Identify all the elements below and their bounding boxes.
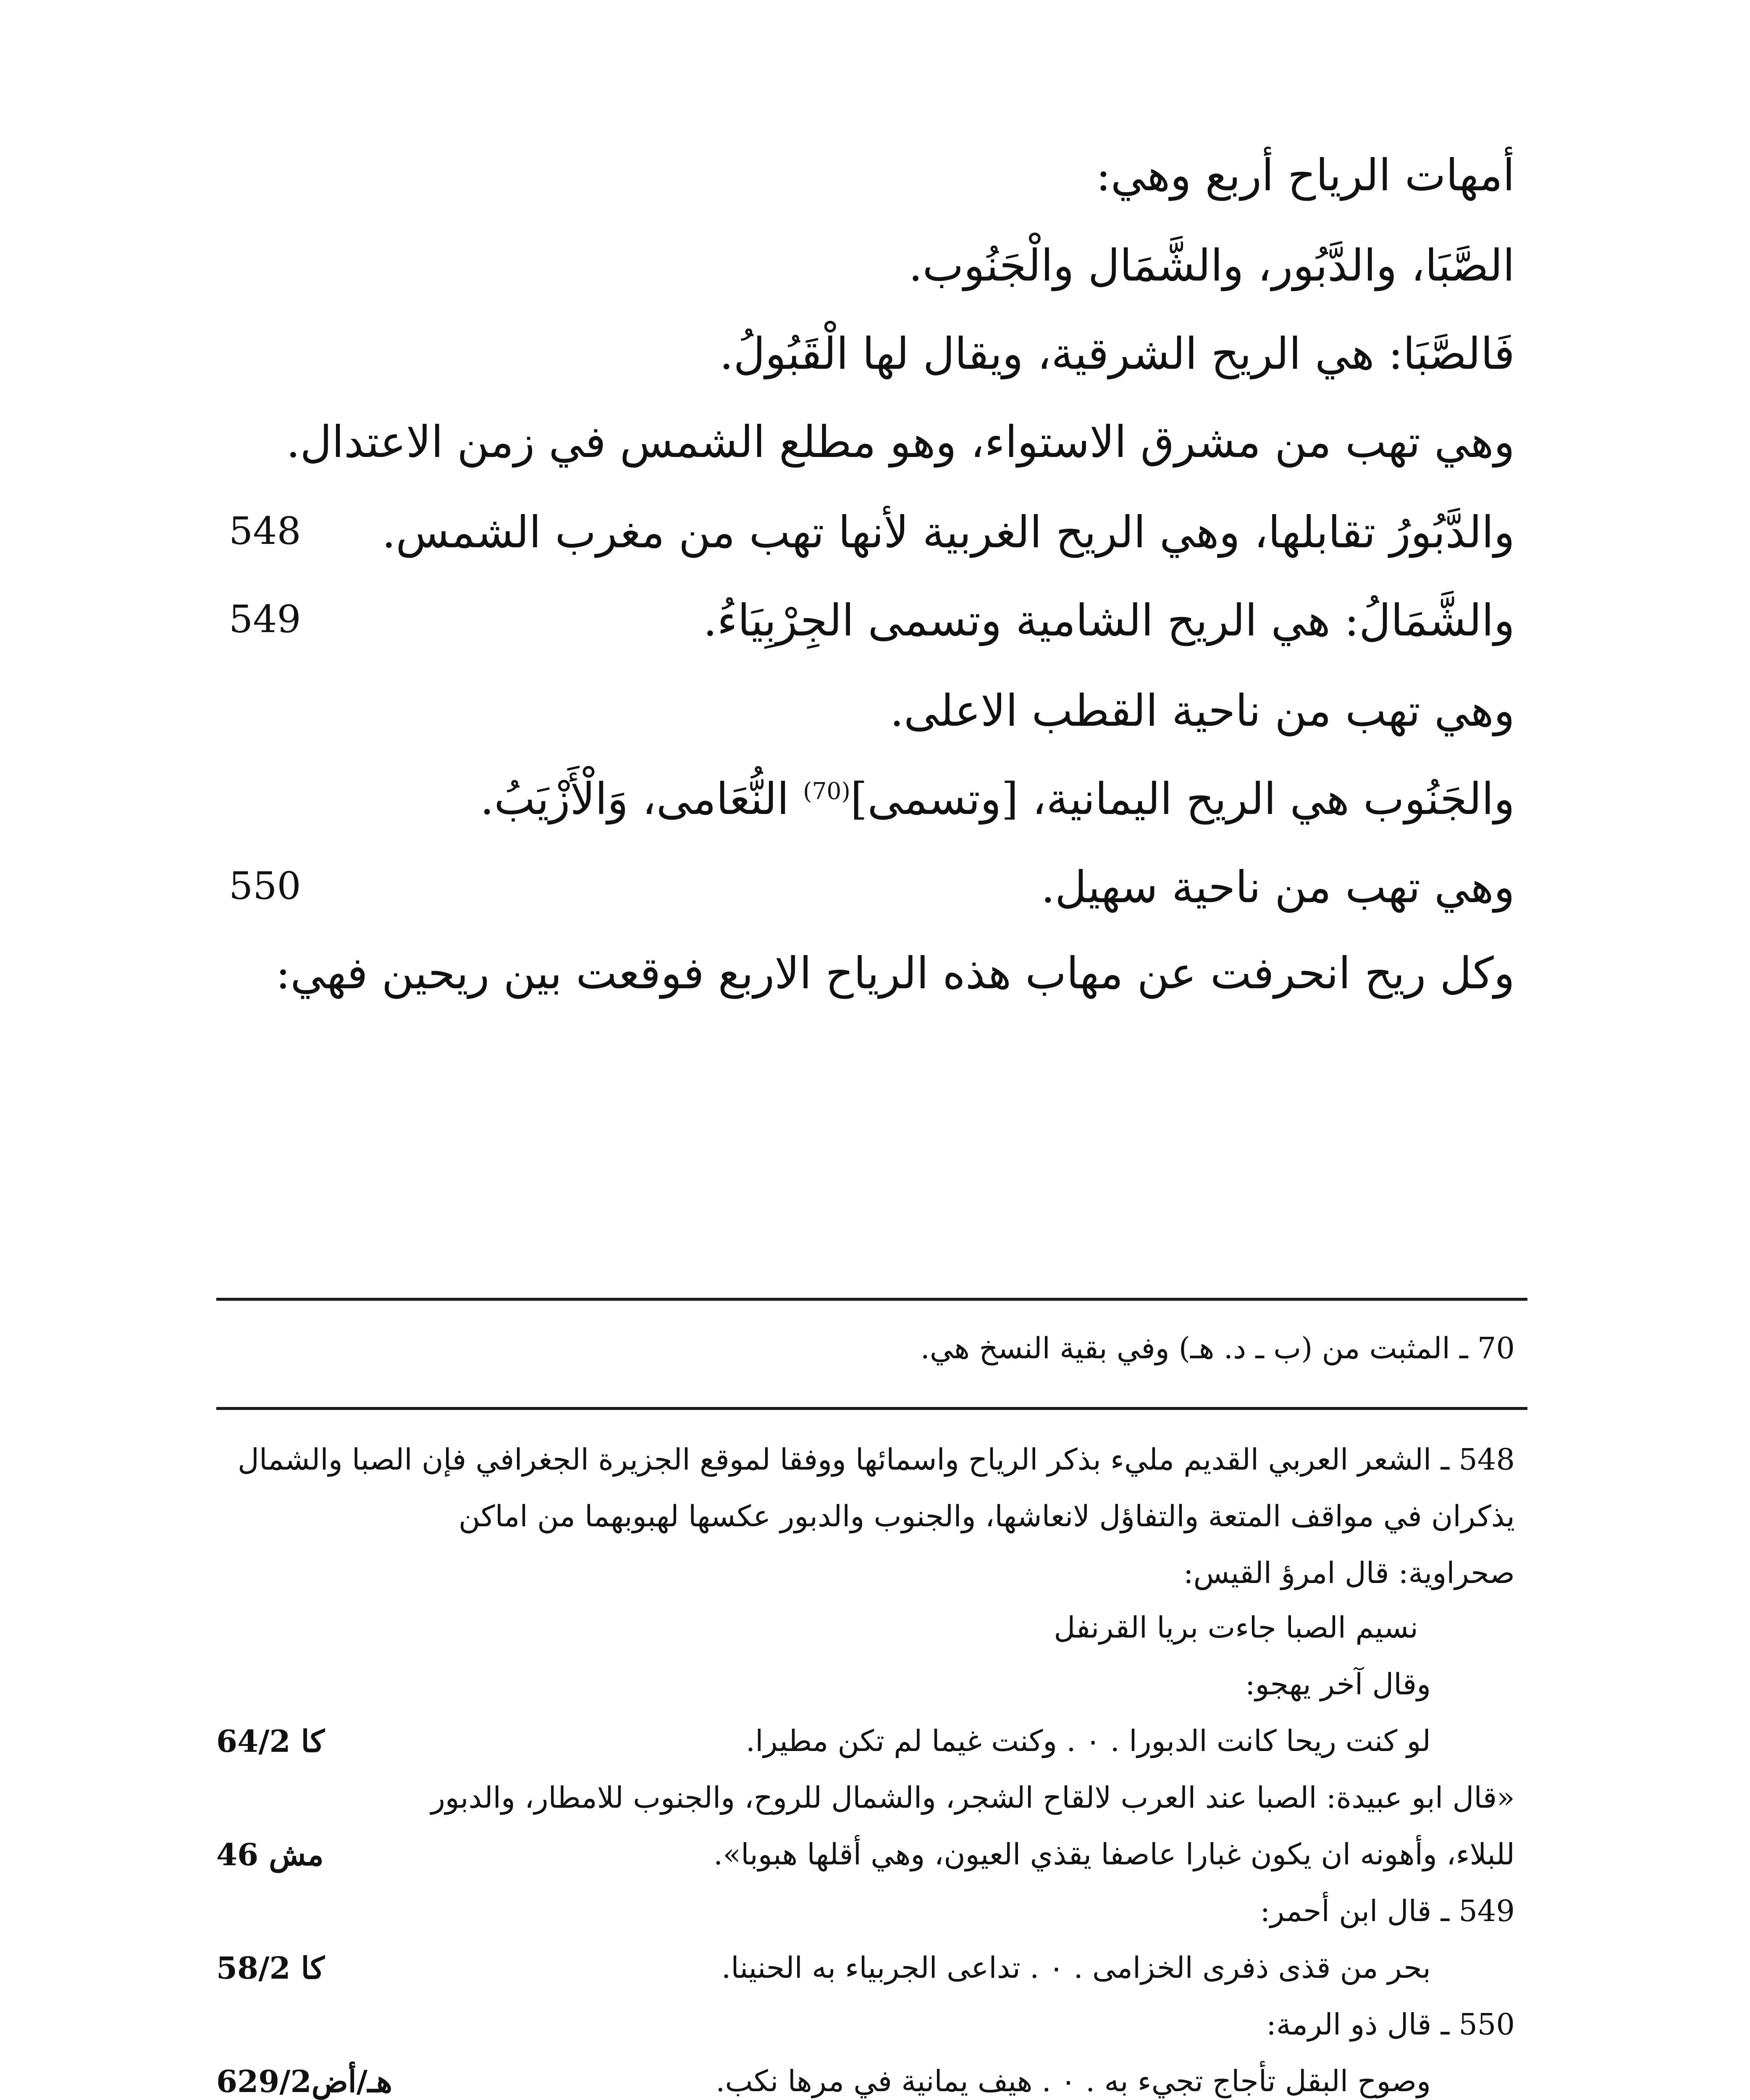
note-548-line-2: يذكران في مواقف المتعة والتفاؤل لانعاشها، والجنوب والدبور عكسها لهبوبهما من اماكن xyxy=(458,1499,1515,1533)
main-line-6: والشَّمَالُ: هي الريح الشامية وتسمى الجِرْبِيَاءُ. xyxy=(703,595,1515,646)
note-549-line-1: 549 ـ قال ابن أحمر: xyxy=(1260,1894,1515,1928)
note-548-line-3: صحراوية: قال امرؤ القيس: xyxy=(1183,1556,1515,1590)
main-line-3: فَالصَّبَا: هي الريح الشرقية، ويقال لها الْقَبُولُ. xyxy=(719,328,1515,379)
main-line-9: وهي تهب من ناحية سهيل. xyxy=(1041,861,1515,913)
main-line-7: وهي تهب من ناحية القطب الاعلى. xyxy=(889,685,1515,736)
main-line-5: والدَّبُورُ تقابلها، وهي الريح الغربية لأنها تهب من مغرب الشمس. xyxy=(382,507,1515,558)
main-line-8-text-after: النُّعَامى، وَالْأَزْيَبُ. xyxy=(480,773,803,824)
margin-number-548: 548 xyxy=(229,509,301,553)
note-550-line-1: 550 ـ قال ذو الرمة: xyxy=(1266,2007,1515,2042)
main-line-4: وهي تهب من مشرق الاستواء، وهو مطلع الشمس في زمن الاعتدال. xyxy=(286,416,1515,467)
main-line-1: أمهات الرياح أربع وهي: xyxy=(1096,150,1515,201)
note-548-line-4: وقال آخر يهجو: xyxy=(1245,1667,1431,1701)
margin-number-550: 550 xyxy=(229,864,301,908)
note-548-verse-2: لو كنت ريحا كانت الدبورا . ٠ . وكنت غيما لم تكن مطيرا. xyxy=(745,1724,1431,1758)
note-548-line-6: للبلاء، وأهونه ان يكون غبارا عاصفا يقذي العيون، وهي أقلها هبوبا». xyxy=(714,1837,1515,1872)
footnote-separator-bottom xyxy=(216,1407,1527,1410)
footnote-separator-top xyxy=(216,1298,1527,1301)
note-549-verse: بحر من قذى ذفرى الخزامى . ٠ . تداعى الجربياء به الحنينا. xyxy=(721,1950,1431,1985)
note-550-reference: هـ/أض629/2 xyxy=(216,2063,393,2099)
note-548-reference-1: كا 64/2 xyxy=(216,1723,325,1759)
main-line-10: وكل ريح انحرفت عن مهاب هذه الرياح الاربع فوقعت بين ريحين فهي: xyxy=(275,948,1515,999)
note-548-verse-1: نسيم الصبا جاءت بريا القرنفل xyxy=(1054,1610,1418,1645)
margin-number-549: 549 xyxy=(229,597,301,641)
note-550-verse: وصوح البقل تأجاج تجيء به . ٠ . هيف يمانية في مرها نكب. xyxy=(716,2064,1431,2098)
main-line-8 xyxy=(480,773,1515,824)
footnote-reference-70: (70) xyxy=(803,777,850,805)
footnote-70: 70 ـ المثبت من (ب ـ د. هـ) وفي بقية النسخ هي. xyxy=(920,1331,1515,1365)
note-548-line-5: «قال ابو عبيدة: الصبا عند العرب لالقاح الشجر، والشمال للروح، والجنوب للامطار، والدبور xyxy=(431,1780,1515,1815)
note-549-reference: كا 58/2 xyxy=(216,1950,325,1986)
note-548-reference-2: مش 46 xyxy=(216,1837,324,1872)
main-line-2: الصَّبَا، والدَّبُور، والشَّمَال والْجَنُوب. xyxy=(908,240,1515,291)
main-line-8-text-before: والجَنُوب هي الريح اليمانية، [وتسمى] xyxy=(850,773,1515,824)
note-548-line-1: 548 ـ الشعر العربي القديم مليء بذكر الرياح واسمائها ووفقا لموقع الجزيرة الجغرافي فإن الصبا والشمال xyxy=(237,1442,1515,1477)
